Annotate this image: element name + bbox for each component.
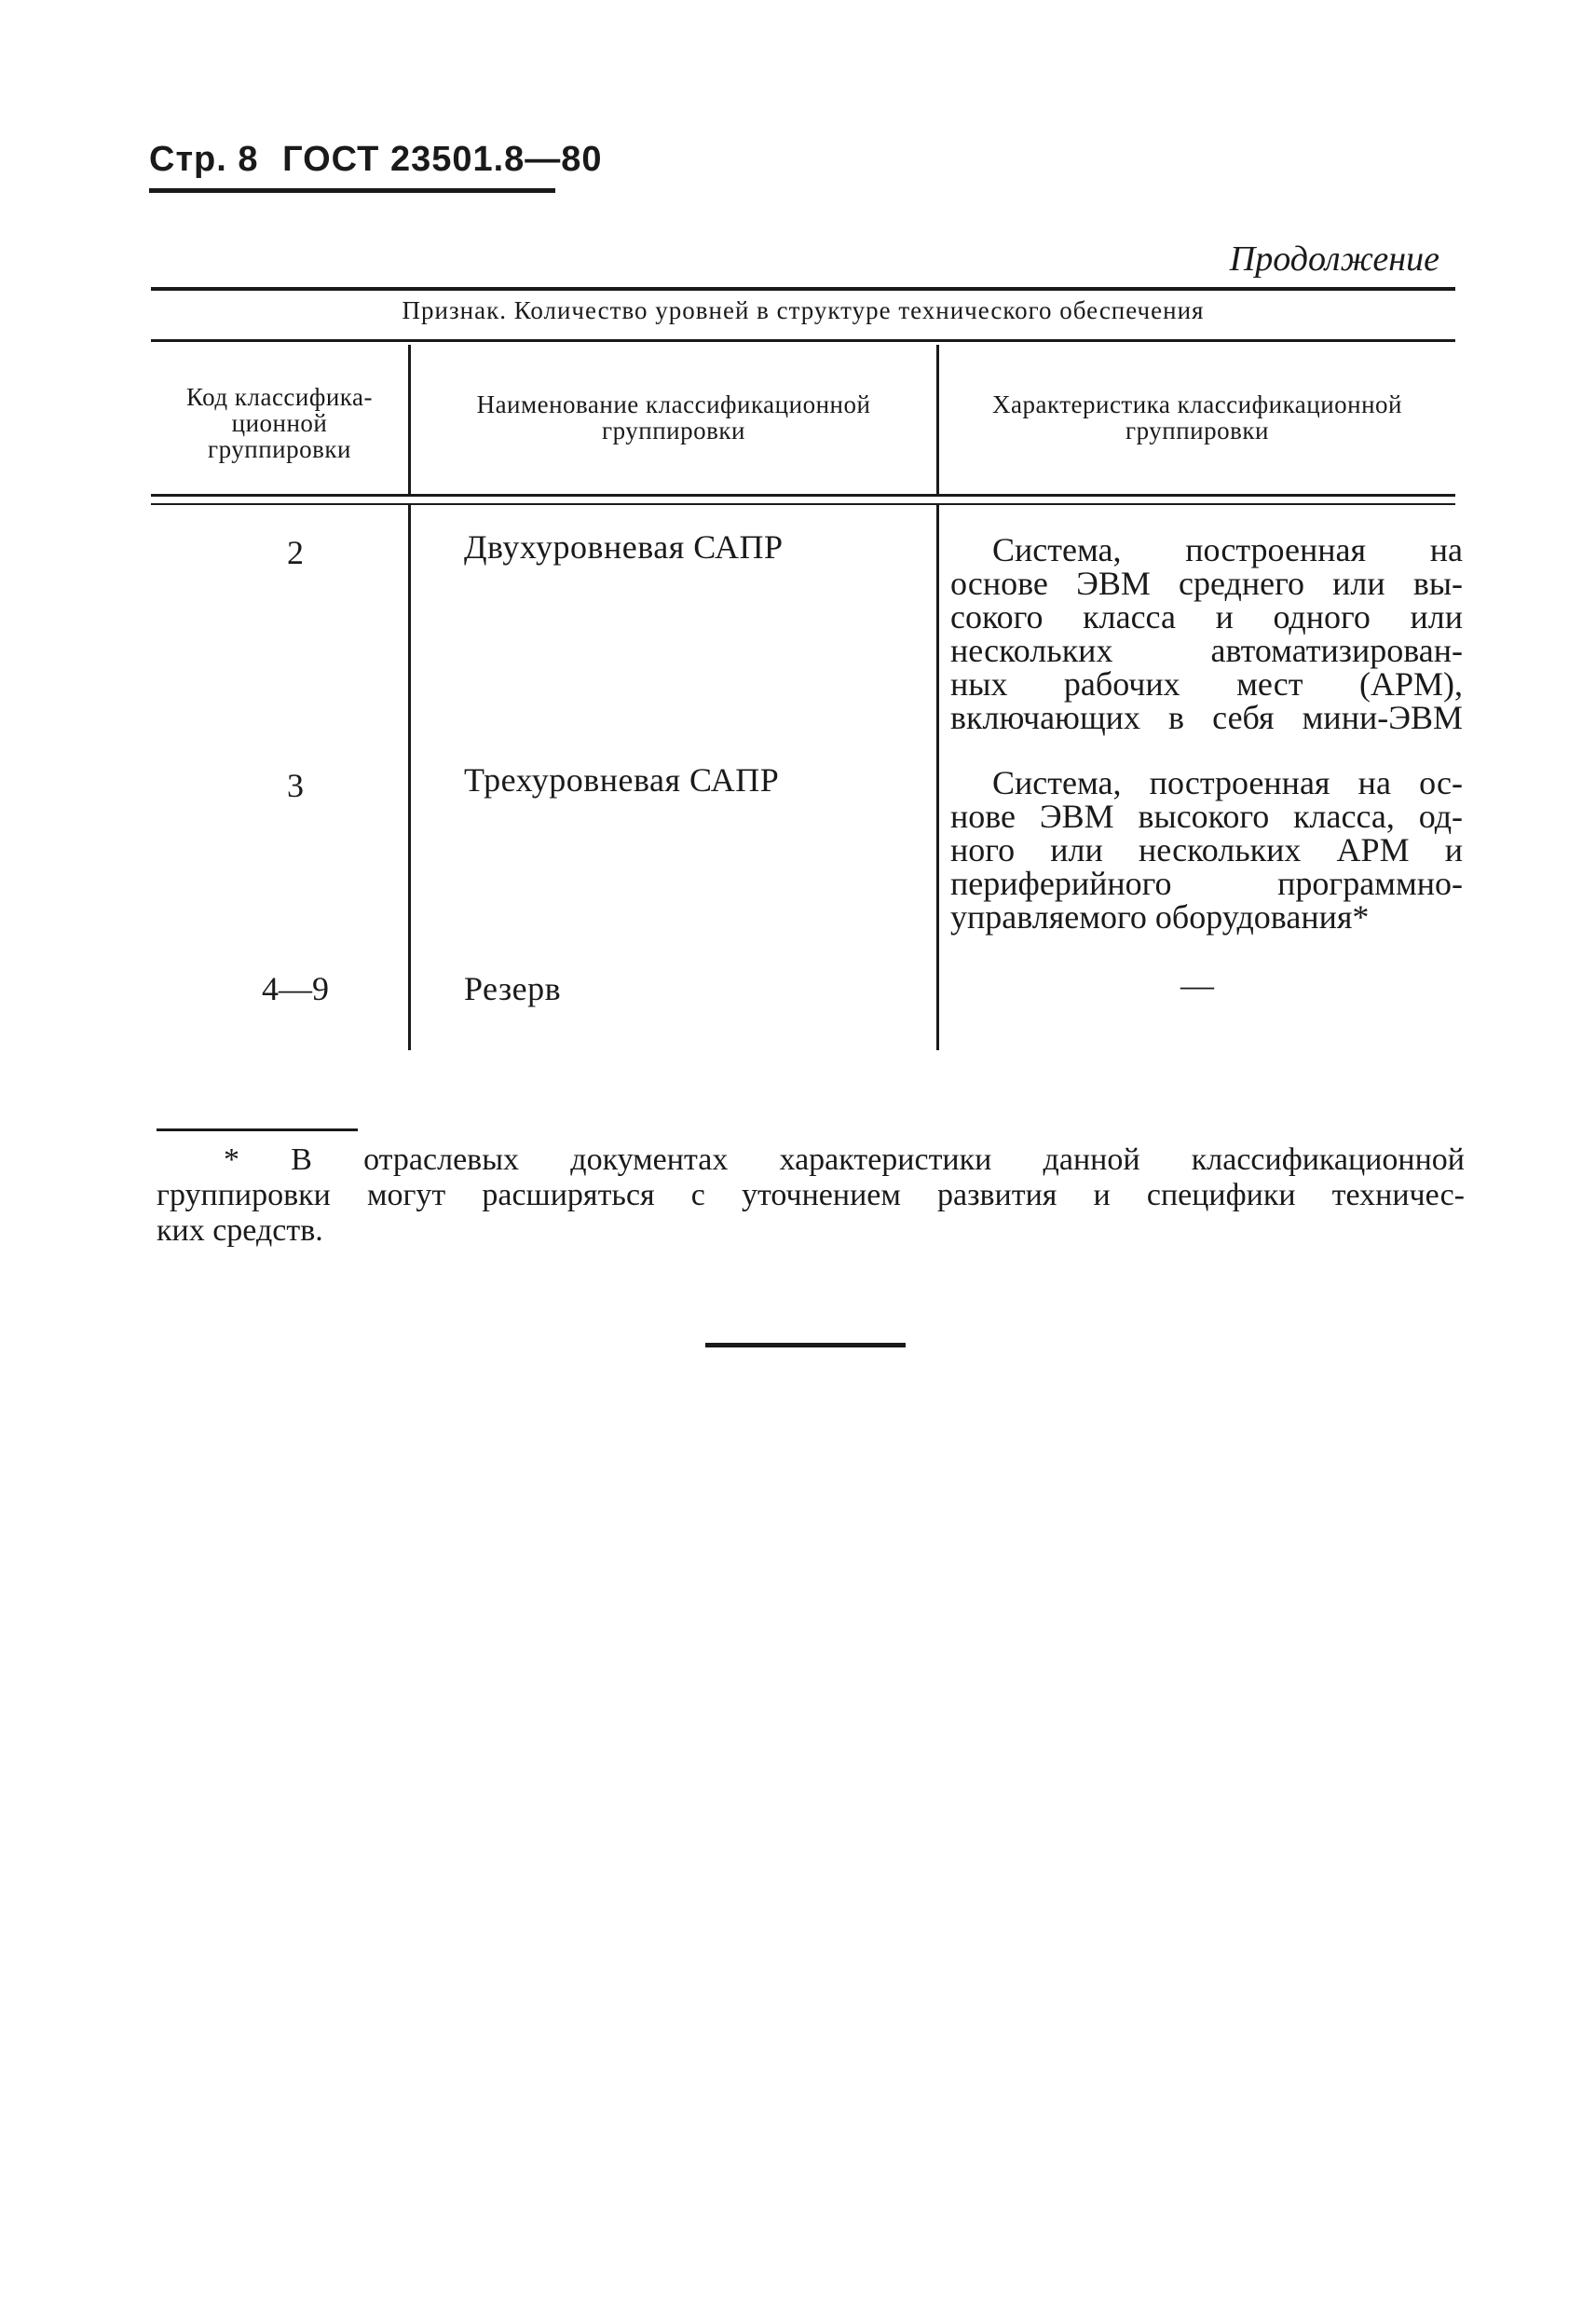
table-row-name: Трехуровневая САПР bbox=[464, 761, 780, 799]
header-underline bbox=[149, 188, 555, 193]
table-row-code: 2 bbox=[287, 534, 304, 571]
column-header-characteristic: Характеристика классификационной группировки bbox=[991, 390, 1402, 444]
table-row-characteristic: Система, построенная на ос- нове ЭВМ высокого класса, од- ного или нескольких АРМ и периферийного программно- управляемого оборудования* bbox=[950, 764, 1463, 936]
header-divider-2 bbox=[936, 345, 939, 494]
table-row-name: Двухуровневая САПР bbox=[464, 528, 784, 566]
table-row-name: Резерв bbox=[464, 970, 562, 1007]
document-id: ГОСТ 23501.8—80 bbox=[282, 140, 603, 179]
table-feature-title: Признак. Количество уровней в структуре технического обеспечения bbox=[402, 296, 1205, 324]
table-top-rule bbox=[151, 287, 1455, 291]
header-divider-1 bbox=[408, 345, 411, 494]
table-row-characteristic: Система, построенная на основе ЭВМ среднего или вы- сокого класса и одного или нескольких автоматизирован- ных рабочих мест (АРМ), включающих в себя мини-ЭВМ bbox=[950, 531, 1463, 736]
table-row-code: 3 bbox=[287, 767, 304, 804]
column-header-code: Код классифика- ционной группировки bbox=[186, 383, 373, 463]
table-row-characteristic: — bbox=[1180, 966, 1214, 1004]
column-header-name: Наименование классификационной группировки bbox=[476, 390, 871, 444]
table-row-code: 4—9 bbox=[262, 970, 329, 1007]
header-bottom-rule-double bbox=[151, 503, 1455, 505]
feature-bottom-rule bbox=[151, 339, 1455, 342]
end-of-section-rule bbox=[705, 1343, 906, 1347]
footnote: * В отраслевых документах характеристики данной классификационной группировки могут расширяться с уточнением развития и специфики техничес- ких средств. bbox=[157, 1142, 1465, 1248]
continuation-label: Продолжение bbox=[1229, 239, 1439, 279]
page-header bbox=[149, 140, 603, 180]
header-bottom-rule bbox=[151, 494, 1455, 497]
page-number: Стр. 8 bbox=[149, 140, 259, 179]
footnote-separator bbox=[157, 1128, 358, 1131]
